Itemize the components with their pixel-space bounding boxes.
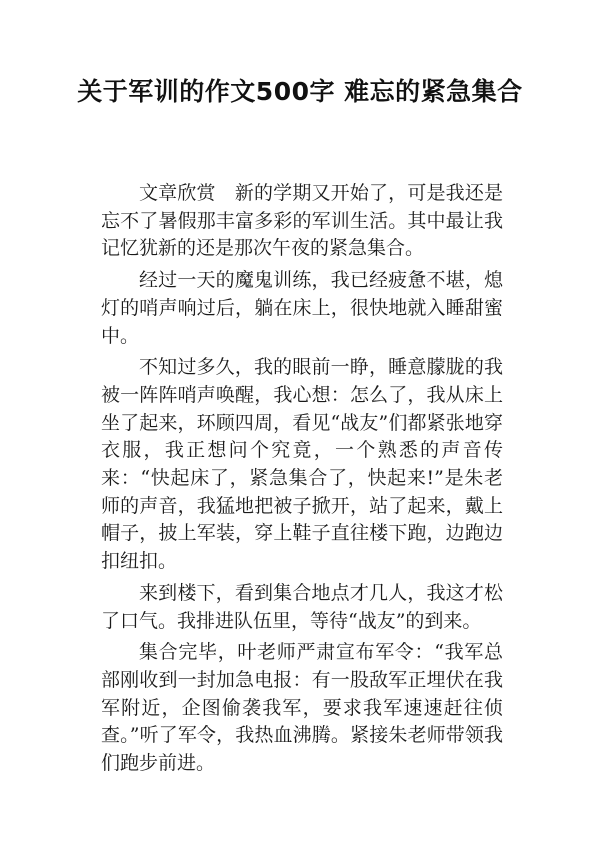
document-body <box>101 180 503 782</box>
paragraph-4: 来到楼下，看到集合地点才几人，我这才松了口气。我排进队伍里，等待“战友”的到来。 <box>101 581 503 632</box>
document-title: 关于军训的作文500字 难忘的紧急集合 <box>77 77 523 106</box>
paragraph-3: 不知过多久，我的眼前一睁，睡意朦胧的我被一阵阵哨声唤醒，我心想：怎么了，我从床上坐了起来，环顾四周，看见“战友”们都紧张地穿衣服，我正想问个究竟，一个熟悉的声音传来：“快起床了，紧急集合了，快起来!”是朱老师的声音，我猛地把被子掀开，站了起来，戴上帽子，披上军装，穿上鞋子直往楼下跑，边跑边扣纽扣。 <box>101 356 503 573</box>
paragraph-2: 经过一天的魔鬼训练，我已经疲惫不堪，熄灯的哨声响过后，躺在床上，很快地就入睡甜蜜中。 <box>101 269 503 347</box>
paragraph-1: 文章欣赏 新的学期又开始了，可是我还是忘不了暑假那丰富多彩的军训生活。其中最让我记忆犹新的还是那次午夜的紧急集合。 <box>101 182 503 260</box>
paragraph-5: 集合完毕，叶老师严肃宣布军令：“我军总部刚收到一封加急电报：有一股敌军正埋伏在我军附近，企图偷袭我军，要求我军速速赶往侦查。”听了军令，我热血沸腾。紧接朱老师带领我们跑步前进。 <box>101 641 503 775</box>
